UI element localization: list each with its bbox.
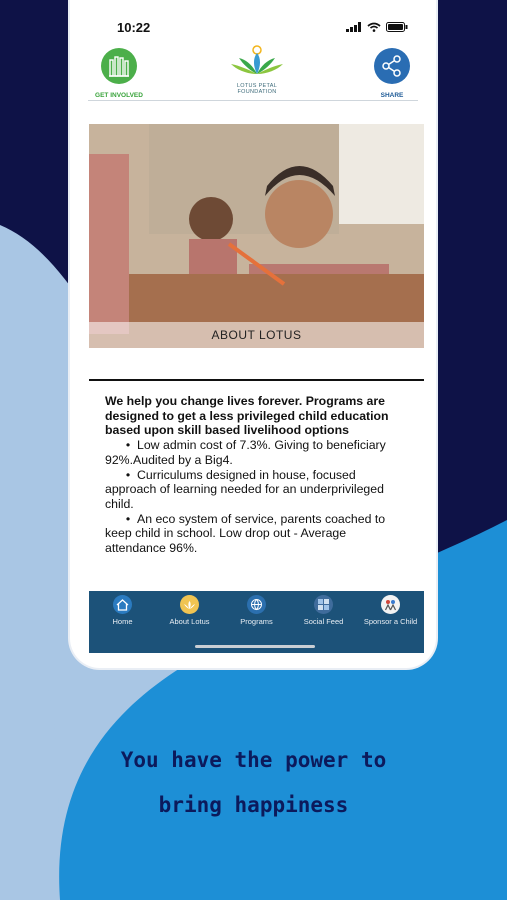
logo-line1: LOTUS PETAL: [236, 83, 278, 89]
hero-image: [89, 124, 424, 348]
bullet-item: • Curriculums designed in house, focused approach of learning needed for an underprivileged child.: [105, 467, 384, 511]
children-icon: [381, 595, 400, 614]
home-icon: [113, 595, 132, 614]
bottom-tab-bar: [89, 591, 424, 653]
hero-caption: ABOUT LOTUS: [89, 322, 424, 348]
bullet-text: Low admin cost of 7.3%. Giving to beneficiary 92%.Audited by a Big4.: [105, 438, 386, 467]
home-indicator: [195, 645, 315, 648]
lotus-icon: [227, 44, 287, 78]
classroom-photo: [89, 124, 424, 348]
phone-frame: [70, 0, 436, 668]
status-time: 10:22: [117, 20, 151, 35]
get-involved-button[interactable]: [94, 48, 144, 99]
bullet-text: An eco system of service, parents coached to keep child in school. Low drop out - Average attendance 96%.: [105, 511, 386, 556]
section-divider: [89, 379, 424, 381]
tab-programs[interactable]: [223, 595, 290, 626]
about-content: [105, 394, 410, 556]
bullet-item: • Low admin cost of 7.3%. Giving to beneficiary 92%.Audited by a Big4.: [105, 438, 386, 467]
tab-social-feed[interactable]: [290, 595, 357, 626]
share-label: SHARE: [380, 92, 404, 99]
bullet-text: Curriculums designed in house, focused approach of learning needed for an underprivileged child.: [105, 467, 384, 511]
tab-label: Home: [112, 617, 133, 626]
status-icons: [346, 22, 408, 32]
bullet-item: • An eco system of service, parents coached to keep child in school. Low drop out - Average attendance 96%.: [105, 511, 386, 556]
lotus-icon: [180, 595, 199, 614]
share-icon: [374, 48, 410, 84]
wifi-icon: [367, 22, 381, 32]
battery-icon: [386, 22, 408, 32]
social-icon: [314, 595, 333, 614]
status-bar: [70, 14, 436, 42]
signal-icon: [346, 22, 362, 32]
logo-line2: FOUNDATION: [237, 89, 277, 95]
tagline-line1: You have the power to: [120, 748, 387, 772]
intro-text: We help you change lives forever. Programs are designed to get a less privileged child education based upon skill based livelihood options: [105, 394, 389, 438]
tab-label: Sponsor a Child: [363, 617, 418, 626]
tab-label: Programs: [240, 617, 273, 626]
tab-label: Social Feed: [303, 617, 344, 626]
tab-about-lotus[interactable]: [156, 595, 223, 626]
tagline-line2: bring happiness: [158, 793, 349, 817]
share-button[interactable]: [372, 48, 412, 99]
tagline: [0, 738, 507, 828]
globe-icon: [247, 595, 266, 614]
hands-icon: [101, 48, 137, 84]
tab-sponsor-a-child[interactable]: [357, 595, 424, 626]
get-involved-label: GET INVOLVED: [95, 92, 143, 99]
tab-home[interactable]: [89, 595, 156, 626]
lotus-petal-logo: [222, 44, 292, 95]
app-header: [88, 44, 418, 101]
tab-label: About Lotus: [169, 617, 210, 626]
